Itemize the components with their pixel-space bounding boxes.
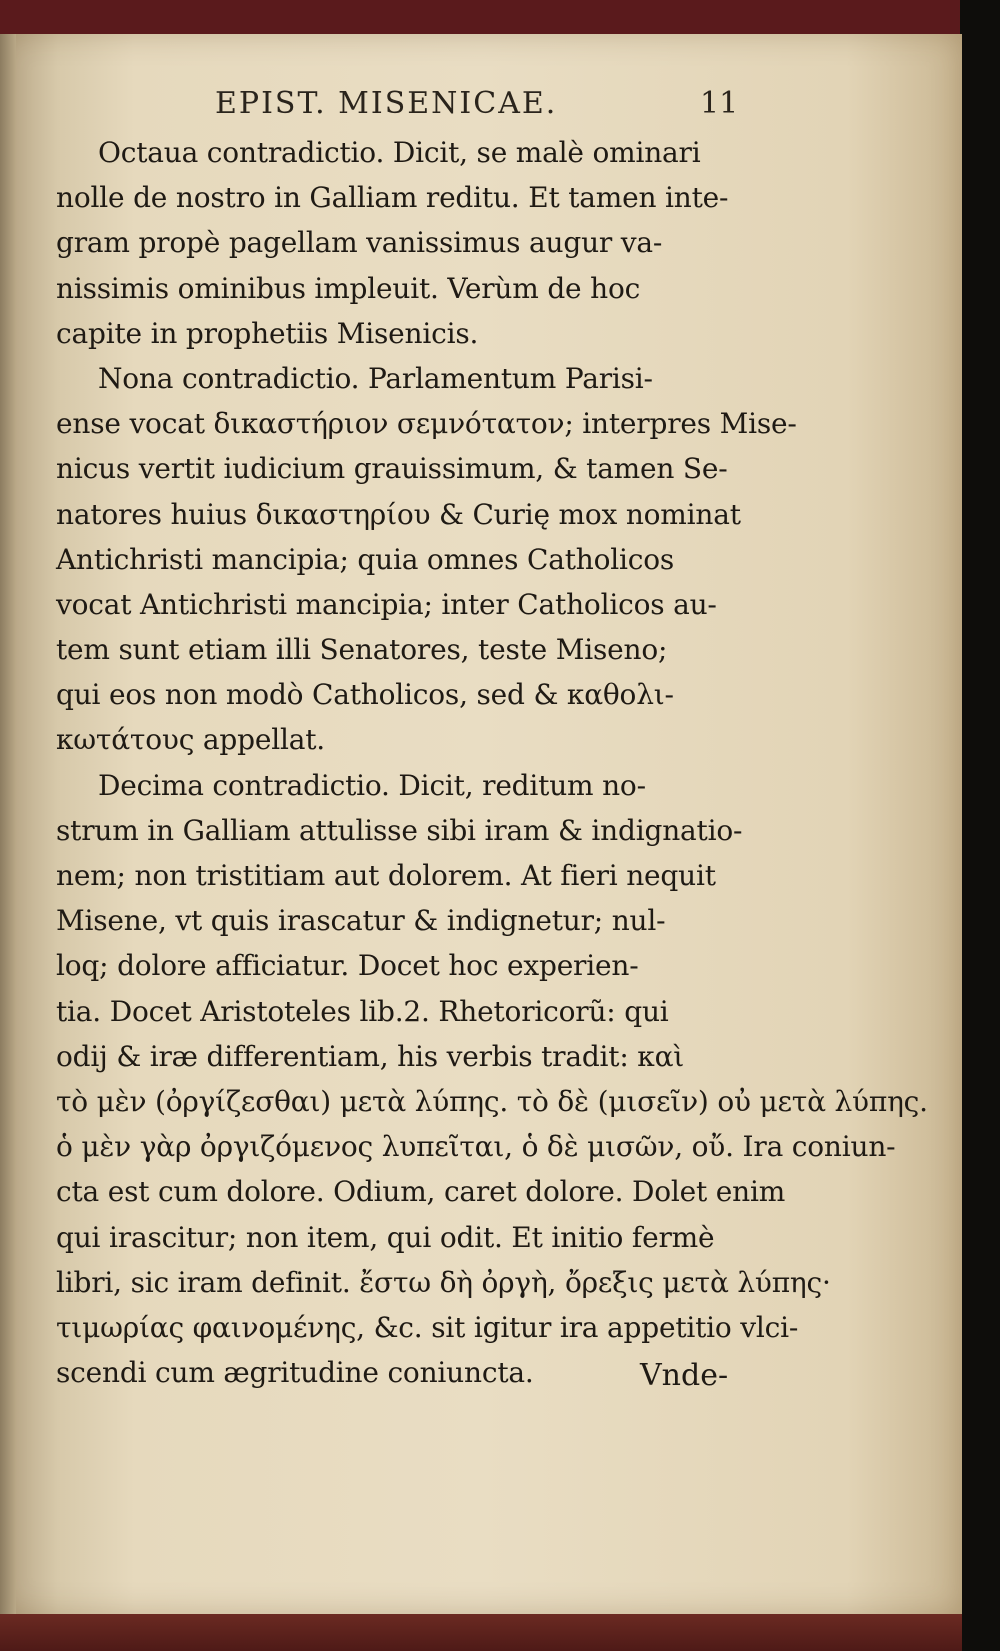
text-line: tem sunt etiam illi Senatores, teste Miseno; xyxy=(56,633,668,667)
text-line: ὁ μὲν γὰρ ὀργιζόμενος λυπεῖται, ὁ δὲ μισῶν, οὔ. Ira coniun- xyxy=(56,1130,896,1164)
text-line: τὸ μὲν (ὀργίζεσθαι) μετὰ λύπης. τὸ δὲ (μισεῖν) οὐ μετὰ λύπης. xyxy=(56,1084,928,1118)
text-line: cta est cum dolore. Odium, caret dolore. Dolet enim xyxy=(56,1175,786,1209)
text-line: tia. Docet Aristoteles lib.2. Rhetoricorũ: qui xyxy=(56,994,669,1028)
running-title: EPIST. MISENICAE. xyxy=(215,86,558,121)
text-line: Nona contradictio. Parlamentum Parisi- xyxy=(98,361,653,395)
text-line: Octaua contradictio. Dicit, se malè ominari xyxy=(98,136,701,169)
page-gutter xyxy=(0,34,16,1614)
page-number: 11 xyxy=(700,86,739,121)
body-text xyxy=(56,130,928,1395)
text-line: qui irascitur; non item, qui odit. Et initio fermè xyxy=(56,1220,715,1254)
text-line: vocat Antichristi mancipia; inter Catholicos au- xyxy=(56,587,717,621)
text-line: loq; dolore afficiatur. Docet hoc experien- xyxy=(56,949,639,983)
text-line: τιμωρίας φαινομένης, &c. sit igitur ira appetitio vlci- xyxy=(56,1310,799,1344)
text-line: gram propè pagellam vanissimus augur va- xyxy=(56,226,663,260)
text-line: capite in prophetiis Misenicis. xyxy=(56,316,479,350)
text-line: odij & iræ differentiam, his verbis tradit: καὶ xyxy=(56,1039,685,1073)
text-line: nem; non tristitiam aut dolorem. At fieri nequit xyxy=(56,859,716,892)
background-edge xyxy=(960,0,1000,1651)
text-line: nicus vertit iudicium grauissimum, & tamen Se- xyxy=(56,452,728,486)
text-line: nolle de nostro in Galliam reditu. Et tamen inte- xyxy=(56,181,729,215)
text-line: strum in Galliam attulisse sibi iram & indignatio- xyxy=(56,813,743,847)
catchword: Vnde- xyxy=(640,1358,729,1393)
text-line: Antichristi mancipia; quia omnes Catholicos xyxy=(56,542,675,576)
text-line: Misene, vt quis irascatur & indignetur; nul- xyxy=(56,904,666,938)
text-line: qui eos non modò Catholicos, sed & καθολι- xyxy=(56,678,674,712)
page-bottom-edge xyxy=(0,1614,962,1651)
text-line: natores huius δικαστηρίου & Curię mox nominat xyxy=(56,497,741,531)
text-line: scendi cum ægritudine coniuncta. xyxy=(56,1356,534,1390)
text-line: libri, sic iram definit. ἔστω δὴ ὀργὴ, ὄρεξις μετὰ λύπης· xyxy=(56,1265,831,1299)
text-line: ense vocat δικαστήριον σεμνότατον; interpres Mise- xyxy=(56,407,797,441)
text-line: nissimis ominibus impleuit. Verùm de hoc xyxy=(56,271,641,305)
text-line: κωτάτους appellat. xyxy=(56,723,325,757)
text-line: Decima contradictio. Dicit, reditum no- xyxy=(98,768,646,802)
